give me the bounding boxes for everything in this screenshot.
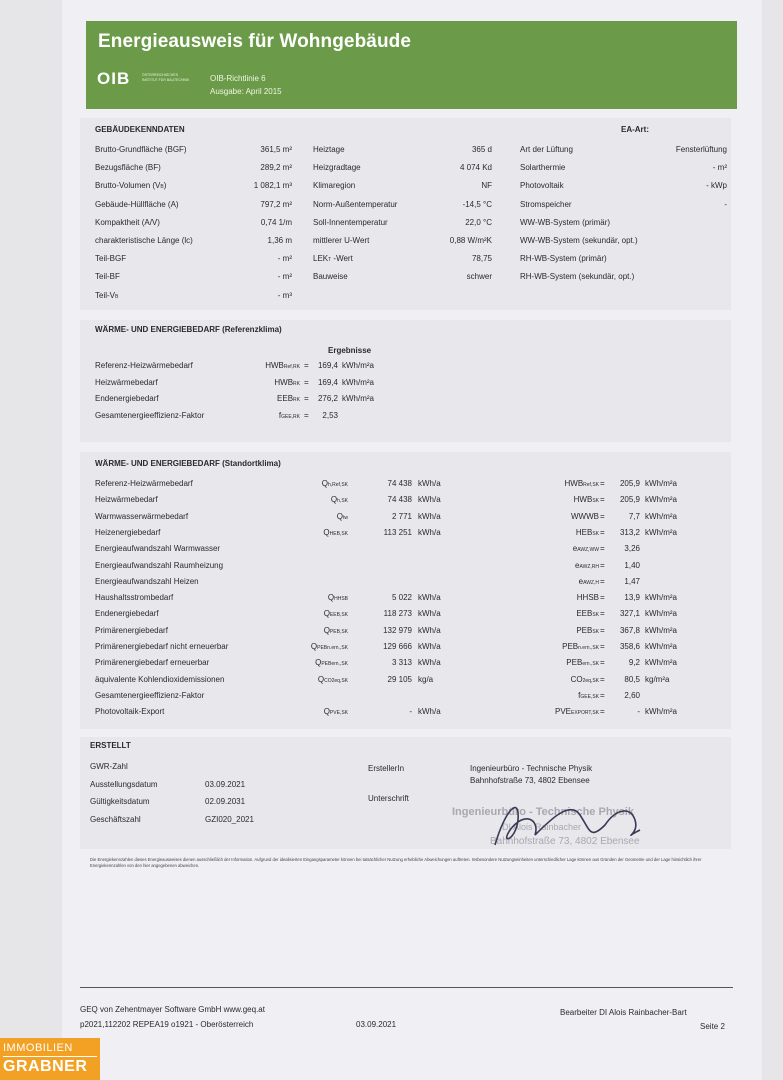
- site-s-symbol-subscript: AWZ,RH: [579, 563, 599, 570]
- site-s-unit: kWh/m²a: [645, 609, 677, 619]
- site-s-symbol-subscript: n.ern.,SK: [578, 645, 599, 651]
- logo-line-2: GRABNER: [3, 1058, 88, 1075]
- site-q-symbol-symbol: Q: [323, 707, 330, 717]
- site-s-value: 7,7: [628, 511, 640, 521]
- creator-name: Ingenieurbüro - Technische Physik: [470, 764, 593, 773]
- site-label: Primärenergiebedarf: [95, 625, 168, 635]
- site-q-value: 113 251: [383, 527, 412, 537]
- system-label: RH-WB-System (primär): [520, 254, 607, 264]
- site-q-symbol: [270, 593, 348, 604]
- site-s-symbol-subscript: 2eq,SK: [582, 677, 599, 684]
- site-s-equals: =: [600, 511, 605, 521]
- building-label: [95, 291, 118, 302]
- site-label: Energieaufwandszahl Warmwasser: [95, 544, 221, 554]
- system-label: Art der Lüftung: [520, 145, 573, 154]
- site-s-unit: kWh/m²a: [645, 707, 677, 717]
- climate-value: 0,88 W/m²K: [449, 236, 492, 245]
- reference-unit: kWh/m²a: [342, 361, 374, 370]
- site-s-equals: =: [600, 560, 605, 570]
- document-header: [86, 21, 737, 109]
- site-q-symbol-symbol: Q: [323, 527, 330, 537]
- system-label: WW-WB-System (primär): [520, 217, 611, 227]
- system-value: -: [724, 199, 727, 209]
- reference-symbol: [230, 411, 300, 422]
- site-s-symbol-symbol: e: [578, 576, 584, 586]
- site-q-symbol: [270, 675, 348, 686]
- climate-label: [313, 218, 388, 228]
- site-q-symbol: [270, 642, 348, 653]
- reference-symbol-symbol: f: [278, 410, 282, 420]
- site-q-value: 118 273: [383, 609, 412, 619]
- site-s-unit: kWh/m²a: [645, 479, 677, 488]
- climate-label: [313, 200, 397, 210]
- climate-value: -14,5 °C: [462, 199, 492, 209]
- site-s-value: 1,40: [624, 560, 640, 570]
- site-s-unit: kWh/m²a: [645, 511, 677, 521]
- site-q-symbol: [270, 707, 348, 718]
- site-q-unit: kWh/a: [418, 609, 441, 619]
- reference-symbol: [230, 361, 300, 372]
- site-q-symbol-subscript: PEBern.,SK: [321, 661, 348, 668]
- climate-label: [313, 163, 361, 173]
- document-title: Energieausweis für Wohngebäude: [98, 31, 412, 52]
- reference-symbol-subscript: RK: [293, 397, 300, 403]
- site-q-symbol: [270, 528, 348, 539]
- signature-label: Unterschrift: [368, 794, 409, 803]
- building-label-subscript: B: [115, 293, 119, 300]
- building-label: [95, 218, 160, 228]
- climate-label: [313, 254, 353, 265]
- site-label: Referenz-Heizwärmebedarf: [95, 479, 193, 488]
- building-label-text: charakteristische Länge (lc): [95, 236, 193, 245]
- site-s-equals: =: [600, 642, 605, 651]
- site-q-symbol-symbol: Q: [327, 593, 335, 603]
- site-s-symbol-subscript: SK: [592, 612, 599, 619]
- reference-symbol-symbol: HWB: [265, 361, 284, 370]
- site-q-symbol: [270, 626, 348, 637]
- climate-label: [313, 145, 345, 155]
- site-q-unit: kWh/a: [418, 495, 441, 505]
- reference-label: Gesamtenergieeffizienz-Faktor: [95, 410, 205, 420]
- site-q-value: -: [409, 707, 412, 717]
- site-q-symbol: [270, 658, 348, 669]
- site-label: Energieaufwandszahl Heizen: [95, 576, 199, 586]
- climate-label-text: Klimaregion: [313, 181, 356, 191]
- site-s-value: 205,9: [619, 495, 640, 505]
- immobilien-grabner-logo: [0, 1038, 100, 1080]
- site-q-symbol-subscript: CO2eq,SK: [324, 677, 348, 684]
- site-q-symbol: [270, 479, 348, 490]
- reference-value: 276,2: [317, 394, 338, 403]
- site-label: Heizenergiebedarf: [95, 527, 161, 537]
- building-label-subscript: B: [160, 184, 164, 191]
- site-s-symbol-subscript: SK: [592, 628, 599, 635]
- climate-label-text: Soll-Innentemperatur: [313, 217, 388, 227]
- site-s-unit: kWh/m²a: [645, 593, 677, 603]
- site-q-symbol-symbol: Q: [317, 674, 325, 684]
- site-q-unit: kWh/a: [418, 625, 441, 635]
- building-label: [95, 254, 126, 264]
- site-s-equals: =: [600, 625, 605, 635]
- building-label: [95, 163, 161, 173]
- site-s-symbol: [505, 626, 599, 637]
- site-q-symbol-subscript: h,Ref,SK: [327, 482, 348, 488]
- climate-value: 22,0 °C: [465, 217, 492, 227]
- site-s-symbol: [505, 479, 599, 490]
- site-s-symbol-subscript: SK: [592, 530, 599, 537]
- system-value: - kWp: [706, 181, 727, 191]
- climate-label-text: Norm-Außentemperatur: [313, 199, 398, 209]
- footer-bearbeiter: Bearbeiter DI Alois Rainbacher-Bart: [560, 1008, 687, 1017]
- site-s-value: 9,2: [628, 658, 640, 668]
- reference-unit: kWh/m²a: [342, 377, 374, 387]
- oib-logo-subtitle: ÖSTERREICHISCHES INSTITUT FÜR BAUTECHNIK: [142, 73, 190, 82]
- site-s-value: 80,5: [624, 674, 640, 684]
- site-q-value: 74 438: [387, 479, 412, 488]
- site-s-symbol-symbol: HEB: [575, 527, 593, 537]
- climate-label-text: Heizgradtage: [313, 163, 361, 173]
- site-s-symbol-symbol: PEB: [562, 642, 579, 651]
- building-label-text: Brutto-Volumen (V: [95, 181, 161, 191]
- site-s-equals: =: [600, 544, 605, 554]
- site-heading: WÄRME- UND ENERGIEBEDARF (Standortklima): [95, 459, 281, 468]
- site-q-symbol-symbol: Q: [330, 495, 338, 505]
- climate-label-text: mittlerer U-Wert: [313, 236, 370, 245]
- site-s-equals: =: [600, 495, 605, 505]
- handwritten-signature: [440, 790, 710, 860]
- reference-equals: =: [304, 394, 309, 403]
- reference-value: 2,53: [322, 410, 338, 420]
- site-s-value: 3,26: [624, 544, 640, 554]
- climate-value: schwer: [466, 272, 492, 282]
- site-q-symbol-symbol: Q: [310, 642, 318, 651]
- site-s-symbol-subscript: AWZ,H: [583, 579, 599, 586]
- building-value: 361,5 m²: [260, 145, 292, 154]
- site-q-symbol-symbol: Q: [323, 609, 330, 619]
- site-s-value: -: [637, 707, 640, 717]
- richtlinie-label: OIB-Richtlinie 6: [210, 74, 266, 83]
- site-s-symbol-subscript: Ref,SK: [583, 482, 599, 488]
- site-s-unit: kWh/m²a: [645, 658, 677, 668]
- site-s-symbol: [505, 675, 599, 686]
- reference-equals: =: [304, 377, 309, 387]
- reference-symbol-subscript: GEE,RK: [281, 413, 300, 420]
- footer-divider: [80, 987, 733, 988]
- reference-symbol-subscript: RK: [293, 380, 300, 387]
- site-s-unit: kWh/m²a: [645, 495, 677, 505]
- site-s-equals: =: [600, 609, 605, 619]
- site-label: äquivalente Kohlendioxidemissionen: [95, 674, 225, 684]
- site-s-equals: =: [600, 707, 605, 717]
- site-s-symbol-subscript: GEE,SK: [580, 693, 599, 700]
- oib-logo: OIB: [97, 69, 131, 88]
- site-s-symbol-symbol: e: [575, 560, 580, 570]
- reference-symbol-symbol: HWB: [274, 377, 294, 387]
- climate-value: 4 074 Kd: [459, 163, 492, 173]
- site-s-symbol-symbol: HWB: [564, 479, 584, 488]
- site-label: Warmwasserwärmebedarf: [95, 511, 189, 521]
- site-q-unit: kWh/a: [418, 479, 441, 488]
- site-q-value: 29 105: [387, 674, 412, 684]
- site-s-symbol-subscript: ern.,SK: [582, 661, 599, 668]
- site-s-symbol-symbol: WWWB: [571, 511, 599, 521]
- site-s-symbol-symbol: EEB: [576, 609, 593, 619]
- site-s-unit: kWh/m²a: [645, 527, 677, 537]
- site-q-value: 3 313: [391, 658, 412, 668]
- site-q-unit: kWh/a: [418, 642, 441, 651]
- footer-software: GEQ von Zehentmayer Software GmbH www.geq.at: [80, 1005, 265, 1014]
- reference-symbol: [230, 394, 300, 405]
- created-label: Geschäftszahl: [90, 814, 141, 824]
- site-q-unit: kWh/a: [418, 707, 441, 717]
- building-label-text: Teil-BF: [95, 272, 120, 282]
- site-climate-panel: [80, 452, 731, 729]
- site-q-value: 129 666: [383, 642, 412, 651]
- site-q-symbol-subscript: HEB,SK: [329, 530, 348, 537]
- building-label: [95, 145, 187, 155]
- site-label: Endenergiebedarf: [95, 609, 159, 619]
- logo-rule: [3, 1056, 97, 1057]
- creator-label: ErstellerIn: [368, 764, 405, 773]
- site-q-unit: kWh/a: [418, 593, 441, 603]
- site-s-value: 13,9: [624, 593, 640, 603]
- site-q-unit: kWh/a: [418, 511, 441, 521]
- system-label: Solarthermie: [520, 163, 566, 173]
- climate-value: 365 d: [471, 145, 492, 154]
- reference-climate-panel: [80, 320, 731, 442]
- site-s-symbol: [505, 528, 599, 539]
- site-s-symbol-symbol: PEB: [576, 625, 593, 635]
- site-s-value: 367,8: [619, 625, 640, 635]
- site-q-value: 132 979: [383, 625, 412, 635]
- site-s-symbol: [505, 691, 599, 702]
- site-q-symbol-symbol: Q: [321, 479, 328, 488]
- created-label: Gültigkeitsdatum: [90, 797, 150, 806]
- building-value: - m³: [277, 290, 292, 300]
- building-label: [95, 236, 193, 246]
- climate-label: [313, 236, 369, 246]
- site-q-symbol-subscript: PVE,SK: [329, 710, 348, 717]
- reference-unit: kWh/m²a: [342, 394, 374, 403]
- climate-value: NF: [481, 181, 492, 191]
- site-s-symbol: [505, 577, 599, 588]
- site-s-equals: =: [600, 690, 605, 700]
- building-label-text: Gebäude-Hüllfläche (A): [95, 199, 179, 209]
- site-s-value: 313,2: [619, 527, 640, 537]
- site-q-symbol-subscript: h,SK: [337, 498, 348, 505]
- site-s-unit: kWh/m²a: [645, 642, 677, 651]
- building-label-text: Kompaktheit (A/V): [95, 217, 160, 227]
- site-label: Gesamtenergieeffizienz-Faktor: [95, 690, 205, 700]
- footer-date: 03.09.2021: [356, 1020, 397, 1029]
- site-s-symbol: [505, 495, 599, 506]
- reference-equals: =: [304, 361, 309, 370]
- stamp-line-1: Ingenieurbüro - Technische Physik: [452, 806, 634, 818]
- site-q-symbol: [270, 495, 348, 506]
- site-s-value: 327,1: [619, 609, 640, 619]
- reference-equals: =: [304, 410, 309, 420]
- site-s-value: 1,47: [624, 576, 640, 586]
- site-q-symbol: [270, 512, 348, 523]
- building-label-suffix: ): [163, 181, 167, 191]
- building-value: 289,2 m²: [260, 163, 292, 173]
- climate-label-suffix: -Wert: [331, 254, 353, 264]
- building-value: - m²: [277, 254, 292, 264]
- reference-symbol: [230, 378, 300, 389]
- site-label: Heizwärmebedarf: [95, 495, 158, 505]
- building-label: [95, 272, 120, 282]
- climate-value: 78,75: [471, 254, 492, 264]
- system-label: Stromspeicher: [520, 199, 572, 209]
- site-s-symbol-subscript: EXPORT,SK: [571, 710, 599, 717]
- site-s-equals: =: [600, 674, 605, 684]
- signature-stamp: [440, 790, 710, 860]
- building-value: 1 082,1 m³: [253, 181, 292, 191]
- site-q-unit: kg/a: [418, 674, 434, 684]
- stamp-line-3: Bahnhofstraße 73, 4802 Ebensee: [490, 836, 640, 847]
- building-label-text: Teil-BGF: [95, 254, 127, 264]
- building-value: 1,36 m: [267, 236, 292, 245]
- site-s-symbol: [505, 593, 599, 604]
- site-s-equals: =: [600, 658, 605, 668]
- ausgabe-label: Ausgabe: April 2015: [210, 87, 282, 96]
- reference-value: 169,4: [317, 377, 338, 387]
- created-label: Ausstellungsdatum: [90, 779, 158, 789]
- disclaimer-footnote: Die Energiekennzahlen dieses Energieausweises dienen ausschließlich der Information. Aufgrund der idealisierten Eingangsparameter können bei tatsächlicher Nutzung erhebliche Abweichungen auftreten. Insbesondere Nutzungseinheiten unterschiedlicher Lage können aus Gründen der Geometrie und der Lage hinsichtlich ihrer Energiekennzahlen von den hier angegebenen abweichen.: [90, 857, 702, 868]
- climate-label-text: LEK: [313, 254, 329, 264]
- reference-heading: WÄRME- UND ENERGIEBEDARF (Referenzklima): [95, 325, 282, 334]
- site-s-symbol-symbol: PVE: [555, 707, 572, 717]
- created-value: 03.09.2021: [205, 779, 246, 789]
- site-q-symbol: [270, 609, 348, 620]
- site-s-symbol: [505, 707, 599, 718]
- reference-label: Referenz-Heizwärmebedarf: [95, 361, 193, 370]
- site-s-symbol: [505, 544, 599, 555]
- building-value: 797,2 m²: [260, 199, 292, 209]
- site-s-equals: =: [600, 593, 605, 603]
- logo-line-1: IMMOBILIEN: [3, 1042, 73, 1054]
- footer-code: p2021,112202 REPEA19 o1921 - Oberösterreich: [80, 1020, 254, 1029]
- site-q-unit: kWh/a: [418, 527, 441, 537]
- results-heading: Ergebnisse: [328, 346, 372, 355]
- system-value: - m²: [712, 163, 727, 173]
- reference-label: Endenergiebedarf: [95, 394, 159, 403]
- site-s-symbol: [505, 658, 599, 669]
- building-label: [95, 181, 166, 192]
- site-s-symbol: [505, 512, 599, 523]
- system-label: RH-WB-System (sekundär, opt.): [520, 272, 635, 282]
- site-q-value: 74 438: [387, 495, 412, 505]
- site-s-symbol-subscript: AWZ,WW: [577, 547, 599, 554]
- site-s-value: 2,60: [624, 690, 640, 700]
- footer-page: Seite 2: [700, 1022, 725, 1031]
- site-label: Energieaufwandszahl Raumheizung: [95, 560, 224, 570]
- site-s-symbol-symbol: PEB: [566, 658, 583, 668]
- ea-art-label: EA-Art:: [621, 125, 649, 134]
- stamp-line-2: DI Alois Rainbacher: [502, 822, 582, 832]
- climate-label: [313, 272, 348, 282]
- building-value: 0,74 1/m: [260, 217, 292, 227]
- system-label: WW-WB-System (sekundär, opt.): [520, 236, 638, 245]
- site-s-unit: kWh/m²a: [645, 625, 677, 635]
- site-s-equals: =: [600, 576, 605, 586]
- site-s-value: 358,6: [619, 642, 640, 651]
- reference-label: Heizwärmebedarf: [95, 377, 158, 387]
- reference-symbol-symbol: EEB: [277, 394, 294, 403]
- site-s-equals: =: [600, 479, 605, 488]
- site-q-symbol-symbol: Q: [336, 511, 343, 521]
- building-label-text: Teil-V: [95, 290, 116, 300]
- system-value: Fensterlüftung: [675, 145, 727, 154]
- site-s-symbol: [505, 561, 599, 572]
- site-q-symbol-subscript: HHSB: [334, 596, 348, 603]
- reference-symbol-subscript: Ref,RK: [283, 364, 300, 370]
- site-label: Primärenergiebedarf nicht erneuerbar: [95, 642, 229, 651]
- reference-value: 169,4: [317, 361, 338, 370]
- created-label: GWR-Zahl: [90, 762, 128, 771]
- climate-label-subscript: T: [328, 257, 332, 264]
- site-s-symbol-symbol: HWB: [573, 495, 593, 505]
- site-s-equals: =: [600, 527, 605, 537]
- building-data-heading: GEBÄUDEKENNDATEN: [95, 125, 185, 134]
- site-q-symbol-subscript: PEBn.ern.,SK: [317, 645, 348, 651]
- climate-label-text: Heiztage: [313, 145, 345, 154]
- site-s-symbol-symbol: e: [572, 544, 578, 554]
- site-s-symbol-symbol: CO: [570, 674, 583, 684]
- created-heading: ERSTELLT: [90, 741, 131, 750]
- site-s-symbol-symbol: HHSB: [576, 593, 599, 603]
- site-q-symbol-symbol: Q: [323, 625, 330, 635]
- climate-label: [313, 181, 355, 191]
- site-q-symbol-symbol: Q: [315, 658, 322, 668]
- site-s-symbol-subscript: SK: [592, 498, 599, 505]
- building-label: [95, 200, 179, 210]
- site-q-value: 2 771: [391, 511, 412, 521]
- building-label-text: Bezugsfläche (BF): [95, 163, 161, 173]
- site-s-value: 205,9: [619, 479, 640, 488]
- created-value: 02.09.2031: [205, 797, 246, 806]
- building-value: - m²: [277, 272, 292, 282]
- site-label: Primärenergiebedarf erneuerbar: [95, 658, 210, 668]
- system-label: Photovoltaik: [520, 181, 564, 191]
- site-q-symbol-subscript: PEB,SK: [329, 628, 348, 635]
- site-q-symbol-subscript: EEB,SK: [329, 612, 348, 619]
- site-s-unit: kg/m²a: [645, 674, 670, 684]
- building-label-text: Brutto-Grundfläche (BGF): [95, 145, 187, 154]
- creator-address: Bahnhofstraße 73, 4802 Ebensee: [470, 776, 590, 785]
- climate-label-text: Bauweise: [313, 272, 348, 282]
- site-s-symbol: [505, 609, 599, 620]
- site-label: Haushaltsstrombedarf: [95, 593, 174, 603]
- site-s-symbol: [505, 642, 599, 653]
- created-value: GZI020_2021: [205, 814, 254, 824]
- site-q-value: 5 022: [391, 593, 412, 603]
- site-q-symbol-subscript: tw: [343, 514, 348, 521]
- site-q-unit: kWh/a: [418, 658, 441, 668]
- site-label: Photovoltaik-Export: [95, 707, 165, 717]
- site-s-symbol-symbol: f: [578, 690, 581, 700]
